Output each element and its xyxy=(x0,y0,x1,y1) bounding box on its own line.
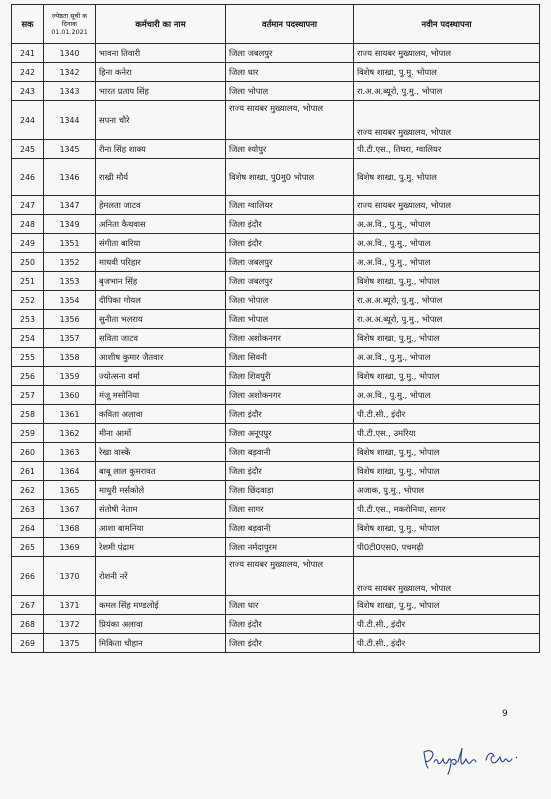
cell-seniority: 1371 xyxy=(44,596,96,615)
cell-serial: 265 xyxy=(12,538,44,557)
cell-current-posting: जिला सिवनी xyxy=(226,348,354,367)
table-row xyxy=(12,557,540,596)
cell-serial: 248 xyxy=(12,215,44,234)
cell-seniority: 1347 xyxy=(44,196,96,215)
cell-current-posting: जिला बड़वानी xyxy=(226,519,354,538)
cell-serial: 249 xyxy=(12,234,44,253)
cell-new-posting: राज्य सायबर मुख्यालय, भोपाल xyxy=(354,196,540,215)
cell-seniority: 1364 xyxy=(44,462,96,481)
cell-seniority: 1358 xyxy=(44,348,96,367)
cell-current-posting: जिला जबलपुर xyxy=(226,253,354,272)
cell-current-posting: जिला भोपाल xyxy=(226,291,354,310)
cell-new-posting: रा.अ.अ.ब्यूरो, पु.मु., भोपाल xyxy=(354,310,540,329)
cell-seniority: 1354 xyxy=(44,291,96,310)
cell-name: हिना कनेरा xyxy=(96,63,226,82)
cell-new-posting: विशेष शाखा, पु.मु., भोपाल xyxy=(354,596,540,615)
cell-seniority: 1365 xyxy=(44,481,96,500)
cell-current-posting: जिला भोपाल xyxy=(226,82,354,101)
cell-name: सपना चौरे xyxy=(96,101,226,140)
cell-current-posting: जिला ग्वालियर xyxy=(226,196,354,215)
cell-seniority: 1369 xyxy=(44,538,96,557)
cell-seniority: 1360 xyxy=(44,386,96,405)
cell-new-posting: विशेष शाखा, पु.मु., भोपाल xyxy=(354,329,540,348)
table-row xyxy=(12,215,540,234)
cell-serial: 256 xyxy=(12,367,44,386)
cell-name: आशा बामनिया xyxy=(96,519,226,538)
cell-name: हेमलता जाटव xyxy=(96,196,226,215)
cell-serial: 253 xyxy=(12,310,44,329)
cell-name: रेशमी पंद्राम xyxy=(96,538,226,557)
cell-name: भावना तिवारी xyxy=(96,44,226,63)
cell-name: प्रियंका अलावा xyxy=(96,615,226,634)
table-row xyxy=(12,481,540,500)
cell-name: रोशनी नरें xyxy=(96,557,226,596)
cell-seniority: 1349 xyxy=(44,215,96,234)
cell-serial: 259 xyxy=(12,424,44,443)
transfer-roster-table xyxy=(11,4,540,653)
cell-name: रीना सिंह शाक्य xyxy=(96,140,226,159)
cell-new-posting: अ.अ.वि., पु.मु., भोपाल xyxy=(354,253,540,272)
cell-current-posting: राज्य सायबर मुख्यालय, भोपाल xyxy=(226,557,354,596)
cell-seniority: 1342 xyxy=(44,63,96,82)
table-row xyxy=(12,443,540,462)
cell-name: मंजू मसोनिया xyxy=(96,386,226,405)
header-current-posting: वर्तमान पदस्थापना xyxy=(226,5,354,44)
table-row xyxy=(12,253,540,272)
cell-seniority: 1370 xyxy=(44,557,96,596)
cell-new-posting: पी.टी.एस., मकरोनिया, सागर xyxy=(354,500,540,519)
cell-name: ज्योत्सना वर्मा xyxy=(96,367,226,386)
cell-new-posting: विशेष शाखा, पु.मु., भोपाल xyxy=(354,272,540,291)
cell-current-posting: जिला इंदौर xyxy=(226,634,354,653)
cell-serial: 263 xyxy=(12,500,44,519)
cell-new-posting: विशेष शाखा, पु.मु., भोपाल xyxy=(354,367,540,386)
cell-current-posting: विशेष शाखा, पु0मु0 भोपाल xyxy=(226,159,354,196)
header-new-posting: नवीन पदस्थापना xyxy=(354,5,540,44)
cell-seniority: 1359 xyxy=(44,367,96,386)
cell-serial: 247 xyxy=(12,196,44,215)
cell-new-posting: पी.टी.एस., तिघरा, ग्वालियर xyxy=(354,140,540,159)
table-row xyxy=(12,500,540,519)
cell-serial: 245 xyxy=(12,140,44,159)
cell-name: अनिता कैथवास xyxy=(96,215,226,234)
cell-current-posting: जिला नर्मदापुरम xyxy=(226,538,354,557)
cell-serial: 254 xyxy=(12,329,44,348)
page-number: 9 xyxy=(502,709,508,719)
cell-seniority: 1357 xyxy=(44,329,96,348)
table-row xyxy=(12,634,540,653)
cell-current-posting: जिला जबलपुर xyxy=(226,272,354,291)
cell-serial: 244 xyxy=(12,101,44,140)
cell-name: कमल सिंह मण्डलोई xyxy=(96,596,226,615)
cell-serial: 243 xyxy=(12,82,44,101)
cell-new-posting: राज्य सायबर मुख्यालय, भोपाल xyxy=(354,101,540,140)
cell-name: सविता जाटव xyxy=(96,329,226,348)
cell-new-posting: अ.अ.वि., पु.मु., भोपाल xyxy=(354,386,540,405)
table-row xyxy=(12,367,540,386)
cell-name: सुनीता भलराय xyxy=(96,310,226,329)
cell-new-posting: विशेष शाखा, पु.मु., भोपाल xyxy=(354,519,540,538)
cell-current-posting: जिला इंदौर xyxy=(226,215,354,234)
cell-name: मिकिता चौहान xyxy=(96,634,226,653)
cell-name: भारत प्रताप सिंह xyxy=(96,82,226,101)
table-row xyxy=(12,101,540,140)
cell-seniority: 1372 xyxy=(44,615,96,634)
cell-name: माधवी परिहार xyxy=(96,253,226,272)
cell-seniority: 1356 xyxy=(44,310,96,329)
table-row xyxy=(12,140,540,159)
cell-new-posting: विशेष शाखा, पु.मु., भोपाल xyxy=(354,443,540,462)
cell-seniority: 1344 xyxy=(44,101,96,140)
cell-name: माधुरी मर्सकोले xyxy=(96,481,226,500)
table-row xyxy=(12,615,540,634)
cell-seniority: 1367 xyxy=(44,500,96,519)
table-row xyxy=(12,272,540,291)
cell-new-posting: विशेष शाखा, पु.मु. भोपाल xyxy=(354,63,540,82)
cell-serial: 262 xyxy=(12,481,44,500)
cell-current-posting: जिला अशोकनगर xyxy=(226,386,354,405)
table-header xyxy=(12,5,540,44)
cell-new-posting: अ.अ.वि., पु.मु., भोपाल xyxy=(354,215,540,234)
table-row xyxy=(12,424,540,443)
cell-serial: 252 xyxy=(12,291,44,310)
signature-image xyxy=(420,738,538,778)
cell-current-posting: जिला जबलपुर xyxy=(226,44,354,63)
cell-seniority: 1353 xyxy=(44,272,96,291)
cell-serial: 242 xyxy=(12,63,44,82)
cell-current-posting: जिला श्योपुर xyxy=(226,140,354,159)
cell-seniority: 1343 xyxy=(44,82,96,101)
table-row xyxy=(12,234,540,253)
cell-serial: 241 xyxy=(12,44,44,63)
cell-current-posting: जिला इंदौर xyxy=(226,405,354,424)
table-row xyxy=(12,82,540,101)
cell-serial: 258 xyxy=(12,405,44,424)
table-row xyxy=(12,159,540,196)
cell-new-posting: अ.अ.वि., पु.मु., भोपाल xyxy=(354,348,540,367)
table-row xyxy=(12,519,540,538)
header-seniority: ज्येष्ठता सूची क दिनाक 01.01.2021 xyxy=(44,5,96,44)
table-row xyxy=(12,196,540,215)
cell-serial: 268 xyxy=(12,615,44,634)
cell-seniority: 1363 xyxy=(44,443,96,462)
table-row xyxy=(12,348,540,367)
cell-name: बाबू लाल कुमरावत xyxy=(96,462,226,481)
table-row xyxy=(12,329,540,348)
cell-current-posting: जिला इंदौर xyxy=(226,234,354,253)
cell-new-posting: पी.टी.सी., इंदौर xyxy=(354,615,540,634)
cell-name: संगीता बारिया xyxy=(96,234,226,253)
cell-seniority: 1362 xyxy=(44,424,96,443)
cell-name: बृजभान सिंह xyxy=(96,272,226,291)
table-row xyxy=(12,386,540,405)
cell-seniority: 1340 xyxy=(44,44,96,63)
cell-new-posting: रा.अ.अ.ब्यूरो, पु.मु., भोपाल xyxy=(354,82,540,101)
cell-serial: 250 xyxy=(12,253,44,272)
cell-seniority: 1351 xyxy=(44,234,96,253)
table-row xyxy=(12,405,540,424)
cell-current-posting: जिला अनूपपुर xyxy=(226,424,354,443)
cell-new-posting: अजाक, पु.मु., भोपाल xyxy=(354,481,540,500)
cell-seniority: 1352 xyxy=(44,253,96,272)
cell-name: दीपिका गोयल xyxy=(96,291,226,310)
table-row xyxy=(12,310,540,329)
cell-serial: 251 xyxy=(12,272,44,291)
cell-name: संतोषी नेताम xyxy=(96,500,226,519)
cell-current-posting: जिला धार xyxy=(226,596,354,615)
cell-name: रेखा वास्कें xyxy=(96,443,226,462)
cell-seniority: 1346 xyxy=(44,159,96,196)
cell-serial: 267 xyxy=(12,596,44,615)
cell-current-posting: राज्य सायबर मुख्यालय, भोपाल xyxy=(226,101,354,140)
table-row xyxy=(12,462,540,481)
cell-current-posting: जिला धार xyxy=(226,63,354,82)
cell-new-posting: पी.टी.सी., इंदौर xyxy=(354,405,540,424)
cell-name: कविता अलावा xyxy=(96,405,226,424)
header-serial: सक xyxy=(12,5,44,44)
cell-seniority: 1375 xyxy=(44,634,96,653)
table-row xyxy=(12,538,540,557)
table-row xyxy=(12,596,540,615)
cell-new-posting: पी0टी0एस0, पचमढ़ी xyxy=(354,538,540,557)
cell-new-posting: राज्य सायबर मुख्यालय, भोपाल xyxy=(354,557,540,596)
cell-new-posting: अ.अ.वि., पु.मु., भोपाल xyxy=(354,234,540,253)
cell-seniority: 1361 xyxy=(44,405,96,424)
cell-new-posting: पी.टी.एस., उमरिया xyxy=(354,424,540,443)
cell-new-posting: पी.टी.सी., इंदौर xyxy=(354,634,540,653)
cell-serial: 261 xyxy=(12,462,44,481)
table-row xyxy=(12,44,540,63)
table-body xyxy=(12,44,540,653)
cell-name: आशीष कुमार जैतवार xyxy=(96,348,226,367)
cell-serial: 264 xyxy=(12,519,44,538)
cell-current-posting: जिला इंदौर xyxy=(226,462,354,481)
cell-current-posting: जिला सागर xyxy=(226,500,354,519)
cell-serial: 246 xyxy=(12,159,44,196)
table-row xyxy=(12,291,540,310)
cell-current-posting: जिला बड़वानी xyxy=(226,443,354,462)
cell-new-posting: रा.अ.अ.ब्यूरो, पु.मु., भोपाल xyxy=(354,291,540,310)
cell-new-posting: विशेष शाखा, पु.मु., भोपाल xyxy=(354,462,540,481)
cell-current-posting: जिला इंदौर xyxy=(226,615,354,634)
table-row xyxy=(12,63,540,82)
cell-serial: 269 xyxy=(12,634,44,653)
cell-serial: 257 xyxy=(12,386,44,405)
cell-name: मीना आर्मो xyxy=(96,424,226,443)
cell-current-posting: जिला शिवपुरी xyxy=(226,367,354,386)
cell-new-posting: विशेष शाखा, पु.मु. भोपाल xyxy=(354,159,540,196)
cell-current-posting: जिला भोपाल xyxy=(226,310,354,329)
cell-seniority: 1368 xyxy=(44,519,96,538)
header-name: कर्मचारी का नाम xyxy=(96,5,226,44)
cell-seniority: 1345 xyxy=(44,140,96,159)
cell-name: राखी मौर्य xyxy=(96,159,226,196)
cell-current-posting: जिला अशोकनगर xyxy=(226,329,354,348)
cell-serial: 260 xyxy=(12,443,44,462)
cell-serial: 266 xyxy=(12,557,44,596)
cell-new-posting: राज्य सायबर मुख्यालय, भोपाल xyxy=(354,44,540,63)
cell-serial: 255 xyxy=(12,348,44,367)
cell-current-posting: जिला छिंदवाड़ा xyxy=(226,481,354,500)
